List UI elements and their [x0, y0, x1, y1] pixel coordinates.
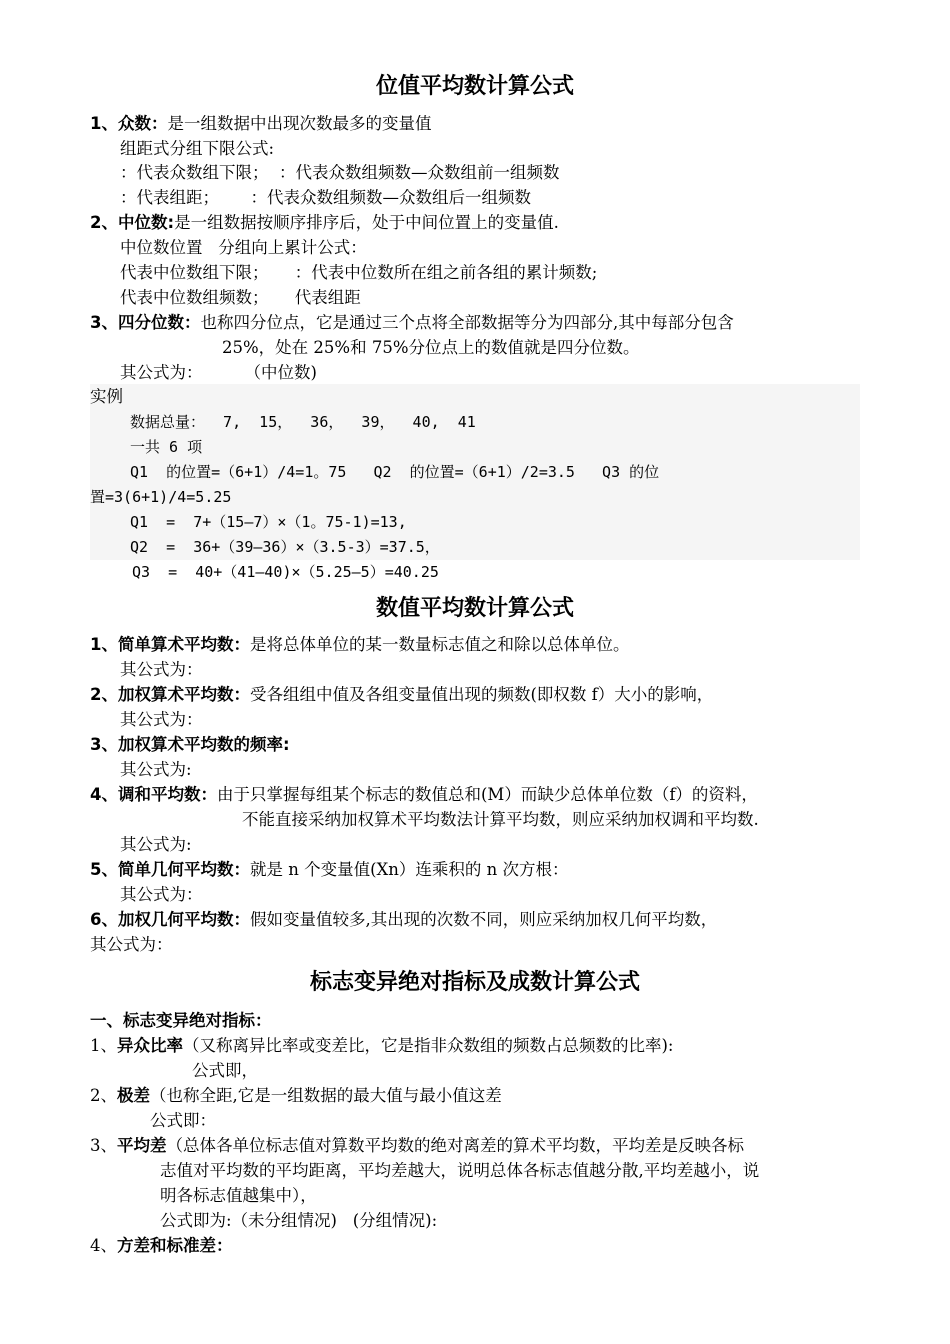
- text-line: 组距式分组下限公式:: [120, 139, 275, 158]
- term-weighted-geometric: 加权几何平均数：: [117, 910, 250, 929]
- formula-label: 其公式为：: [120, 885, 203, 904]
- example-line: 置=3(6+1)/4=5.25: [90, 488, 232, 506]
- item-weighted-mean: 2、加权算术平均数：受各组组中值及各组变量值出现的频数(即权数 f）大小的影响，: [90, 685, 714, 704]
- text-line: ：代表众数组下限； ：代表众数组频数—众数组前一组频数: [120, 163, 560, 182]
- text-line: ：代表组距； ：代表众数组频数—众数组后一组频数: [120, 188, 531, 207]
- text-line: 中位数位置 分组向上累计公式：: [120, 238, 367, 257]
- item-geometric-mean: 5、简单几何平均数：就是 n 个变量值(Xn）连乘积的 n 次方根：: [90, 860, 569, 879]
- term-mode: 众数：: [117, 114, 168, 133]
- example-line: 一共 6 项: [130, 438, 203, 456]
- term-range: 极差: [117, 1086, 150, 1105]
- item-variance: 4、方差和标准差：: [90, 1236, 233, 1255]
- formula-label: 公式即：: [150, 1111, 216, 1130]
- term-variance: 方差和标准差：: [117, 1236, 233, 1255]
- section-title-1: 位值平均数计算公式: [375, 74, 574, 99]
- section-title-3: 标志变异绝对指标及成数计算公式: [309, 970, 640, 995]
- example-line: Q1 = 7+（15—7）×（1。75-1)=13,: [130, 513, 407, 531]
- example-line: 数据总量： 7, 15， 36， 39， 40, 41: [130, 413, 476, 431]
- formula-label: 公式即，: [192, 1061, 258, 1080]
- item-variation-ratio: 1、异众比率（又称离异比率或变差比，它是指非众数组的频数占总频数的比率):: [90, 1036, 674, 1055]
- example-line: Q2 = 36+（39—36）×（3.5-3）=37.5，: [130, 538, 440, 556]
- formula-label: 公式即为:（未分组情况) (分组情况):: [160, 1211, 438, 1230]
- formula-label: 其公式为:: [120, 760, 192, 779]
- item-range: 2、极差（也称全距,它是一组数据的最大值与最小值这差: [90, 1086, 502, 1105]
- formula-label: 其公式为:: [120, 835, 192, 854]
- item-mode: 1、众数：是一组数据中出现次数最多的变量值: [90, 114, 432, 133]
- section-title-2: 数值平均数计算公式: [375, 596, 574, 621]
- term-geometric-mean: 简单几何平均数：: [117, 860, 250, 879]
- term-median: 中位数:: [117, 213, 175, 232]
- term-simple-mean: 简单算术平均数：: [117, 635, 250, 654]
- text-line: 代表中位数组下限； ：代表中位数所在组之前各组的累计频数;: [120, 263, 598, 282]
- item-weighted-geometric: 6、加权几何平均数：假如变量值较多,其出现的次数不同，则应采纳加权几何平均数，: [90, 910, 718, 929]
- text-line: 不能直接采纳加权算术平均数法计算平均数，则应采纳加权调和平均数.: [242, 810, 759, 829]
- term-harmonic-mean: 调和平均数：: [117, 785, 217, 804]
- text-line: 志值对平均数的平均距离，平均差越大，说明总体各标志值越分散,平均差越小，说: [160, 1161, 760, 1180]
- item-mean-deviation: 3、平均差（总体各单位标志值对算数平均数的绝对离差的算术平均数，平均差是反映各标: [90, 1136, 744, 1155]
- term-mean-deviation: 平均差: [117, 1136, 167, 1155]
- formula-label: 其公式为：: [120, 710, 203, 729]
- item-weighted-freq: 3、加权算术平均数的频率:: [90, 735, 290, 754]
- item-simple-mean: 1、简单算术平均数：是将总体单位的某一数量标志值之和除以总体单位。: [90, 635, 630, 654]
- term-quartile: 四分位数：: [117, 313, 201, 332]
- text-line: 其公式为： （中位数): [120, 363, 317, 382]
- example-line: Q3 = 40+（41—40)×（5.25—5）=40.25: [132, 563, 439, 581]
- formula-label: 其公式为：: [90, 935, 173, 954]
- item-median: 2、中位数:是一组数据按顺序排序后，处于中间位置上的变量值.: [90, 213, 559, 232]
- text-line: 明各标志值越集中），: [160, 1186, 317, 1205]
- subsection-heading: 一、标志变异绝对指标：: [90, 1011, 272, 1030]
- term-weighted-freq: 加权算术平均数的频率:: [117, 735, 290, 754]
- term-variation-ratio: 异众比率: [117, 1036, 183, 1055]
- item-quartile: 3、四分位数：也称四分位点，它是通过三个点将全部数据等分为四部分,其中每部分包含: [90, 313, 734, 332]
- formula-label: 其公式为：: [120, 660, 203, 679]
- item-harmonic-mean: 4、调和平均数：由于只掌握每组某个标志的数值总和(M）而缺少总体单位数（f）的资料，: [90, 785, 758, 804]
- text-line: 代表中位数组频数； 代表组距: [120, 288, 361, 307]
- example-title: 实例: [90, 387, 123, 406]
- example-line: Q1 的位置=（6+1）/4=1。75 Q2 的位置=（6+1）/2=3.5 Q3 的位: [130, 463, 660, 481]
- term-weighted-mean: 加权算术平均数：: [117, 685, 250, 704]
- text-line: 25%，处在 25%和 75%分位点上的数值就是四分位数。: [222, 338, 640, 357]
